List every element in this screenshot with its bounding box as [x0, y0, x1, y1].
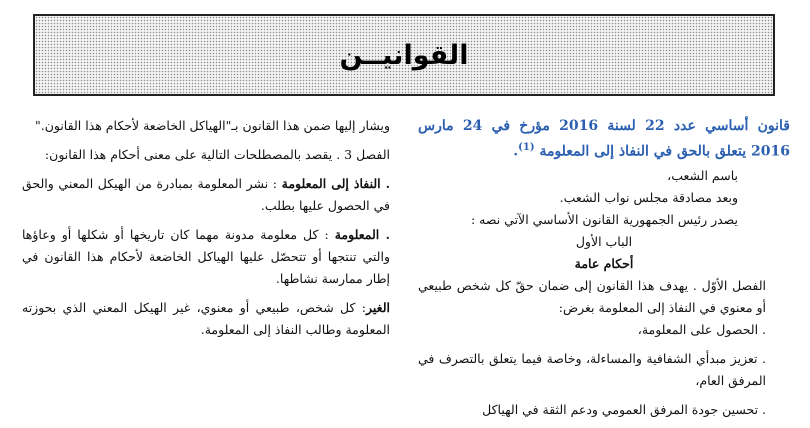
preamble-promulgation: يصدر رئيس الجمهورية القانون الأساسي الآتي نصه :	[470, 211, 738, 227]
definition-third-party-term: الغير	[366, 300, 390, 315]
definition-information	[22, 224, 390, 290]
article-1-item-3: . تحسين جودة المرفق العمومي ودعم الثقة في الهياكل	[482, 401, 766, 417]
law-title-end: .	[513, 143, 519, 160]
banner-title: القوانيــن	[339, 39, 469, 71]
definition-access	[22, 173, 390, 217]
article-1-item-1: . الحصول على المعلومة،	[637, 321, 766, 337]
article-1-item-2: . تعزيز مبدأي الشفافية والمساءلة، وخاصة فيما يتعلق بالتصرف في المرفق العام،	[418, 350, 766, 388]
law-title-footnote: (1)	[518, 142, 535, 153]
left-column	[22, 115, 390, 348]
article-1: الفصل الأوّل . يهدف هذا القانون إلى ضمان حقّ كل شخص طبيعي أو معنوي في النفاذ إلى المعلومة بغرض:	[418, 277, 766, 315]
page-banner	[33, 14, 775, 96]
definition-access-text: : نشر المعلومة بمبادرة من الهيكل المعني والحق في الحصول عليها بطلب.	[22, 176, 390, 213]
law-title-text: قانون أساسي عدد 22 لسنة 2016 مؤرخ في 24 مارس 2016 يتعلق بالحق في النفاذ إلى المعلومة	[418, 118, 791, 160]
definition-third-party	[22, 297, 390, 341]
preamble-approval: وبعد مصادقة مجلس نواب الشعب.	[559, 189, 738, 205]
structures-note: ويشار إليها ضمن هذا القانون بـ"الهياكل الخاضعة لأحكام هذا القانون."	[34, 118, 390, 133]
right-column	[418, 115, 790, 428]
law-title	[418, 115, 790, 163]
definition-third-party-text: : كل شخص، طبيعي أو معنوي، غير الهيكل المعني الذي بحوزته المعلومة وطالب النفاذ إلى المعلومة.	[22, 300, 390, 337]
definition-information-text: : كل معلومة مدونة مهما كان تاريخها أو شكلها أو وعاؤها والتي تنتجها أو تتحصّل عليها الهياكل الخاضعة لأحكام هذا القانون في إطار ممارسة نشاطها.	[22, 227, 390, 286]
preamble-people: باسم الشعب،	[667, 167, 738, 183]
chapter-heading: الباب الأول	[575, 233, 633, 249]
article-3: الفصل 3 . يقصد بالمصطلحات التالية على معنى أحكام هذا القانون:	[44, 147, 390, 162]
definition-information-term: . المعلومة	[334, 227, 390, 242]
definition-access-term: . النفاذ إلى المعلومة	[281, 176, 391, 191]
chapter-title: أحكام عامة	[574, 255, 634, 271]
